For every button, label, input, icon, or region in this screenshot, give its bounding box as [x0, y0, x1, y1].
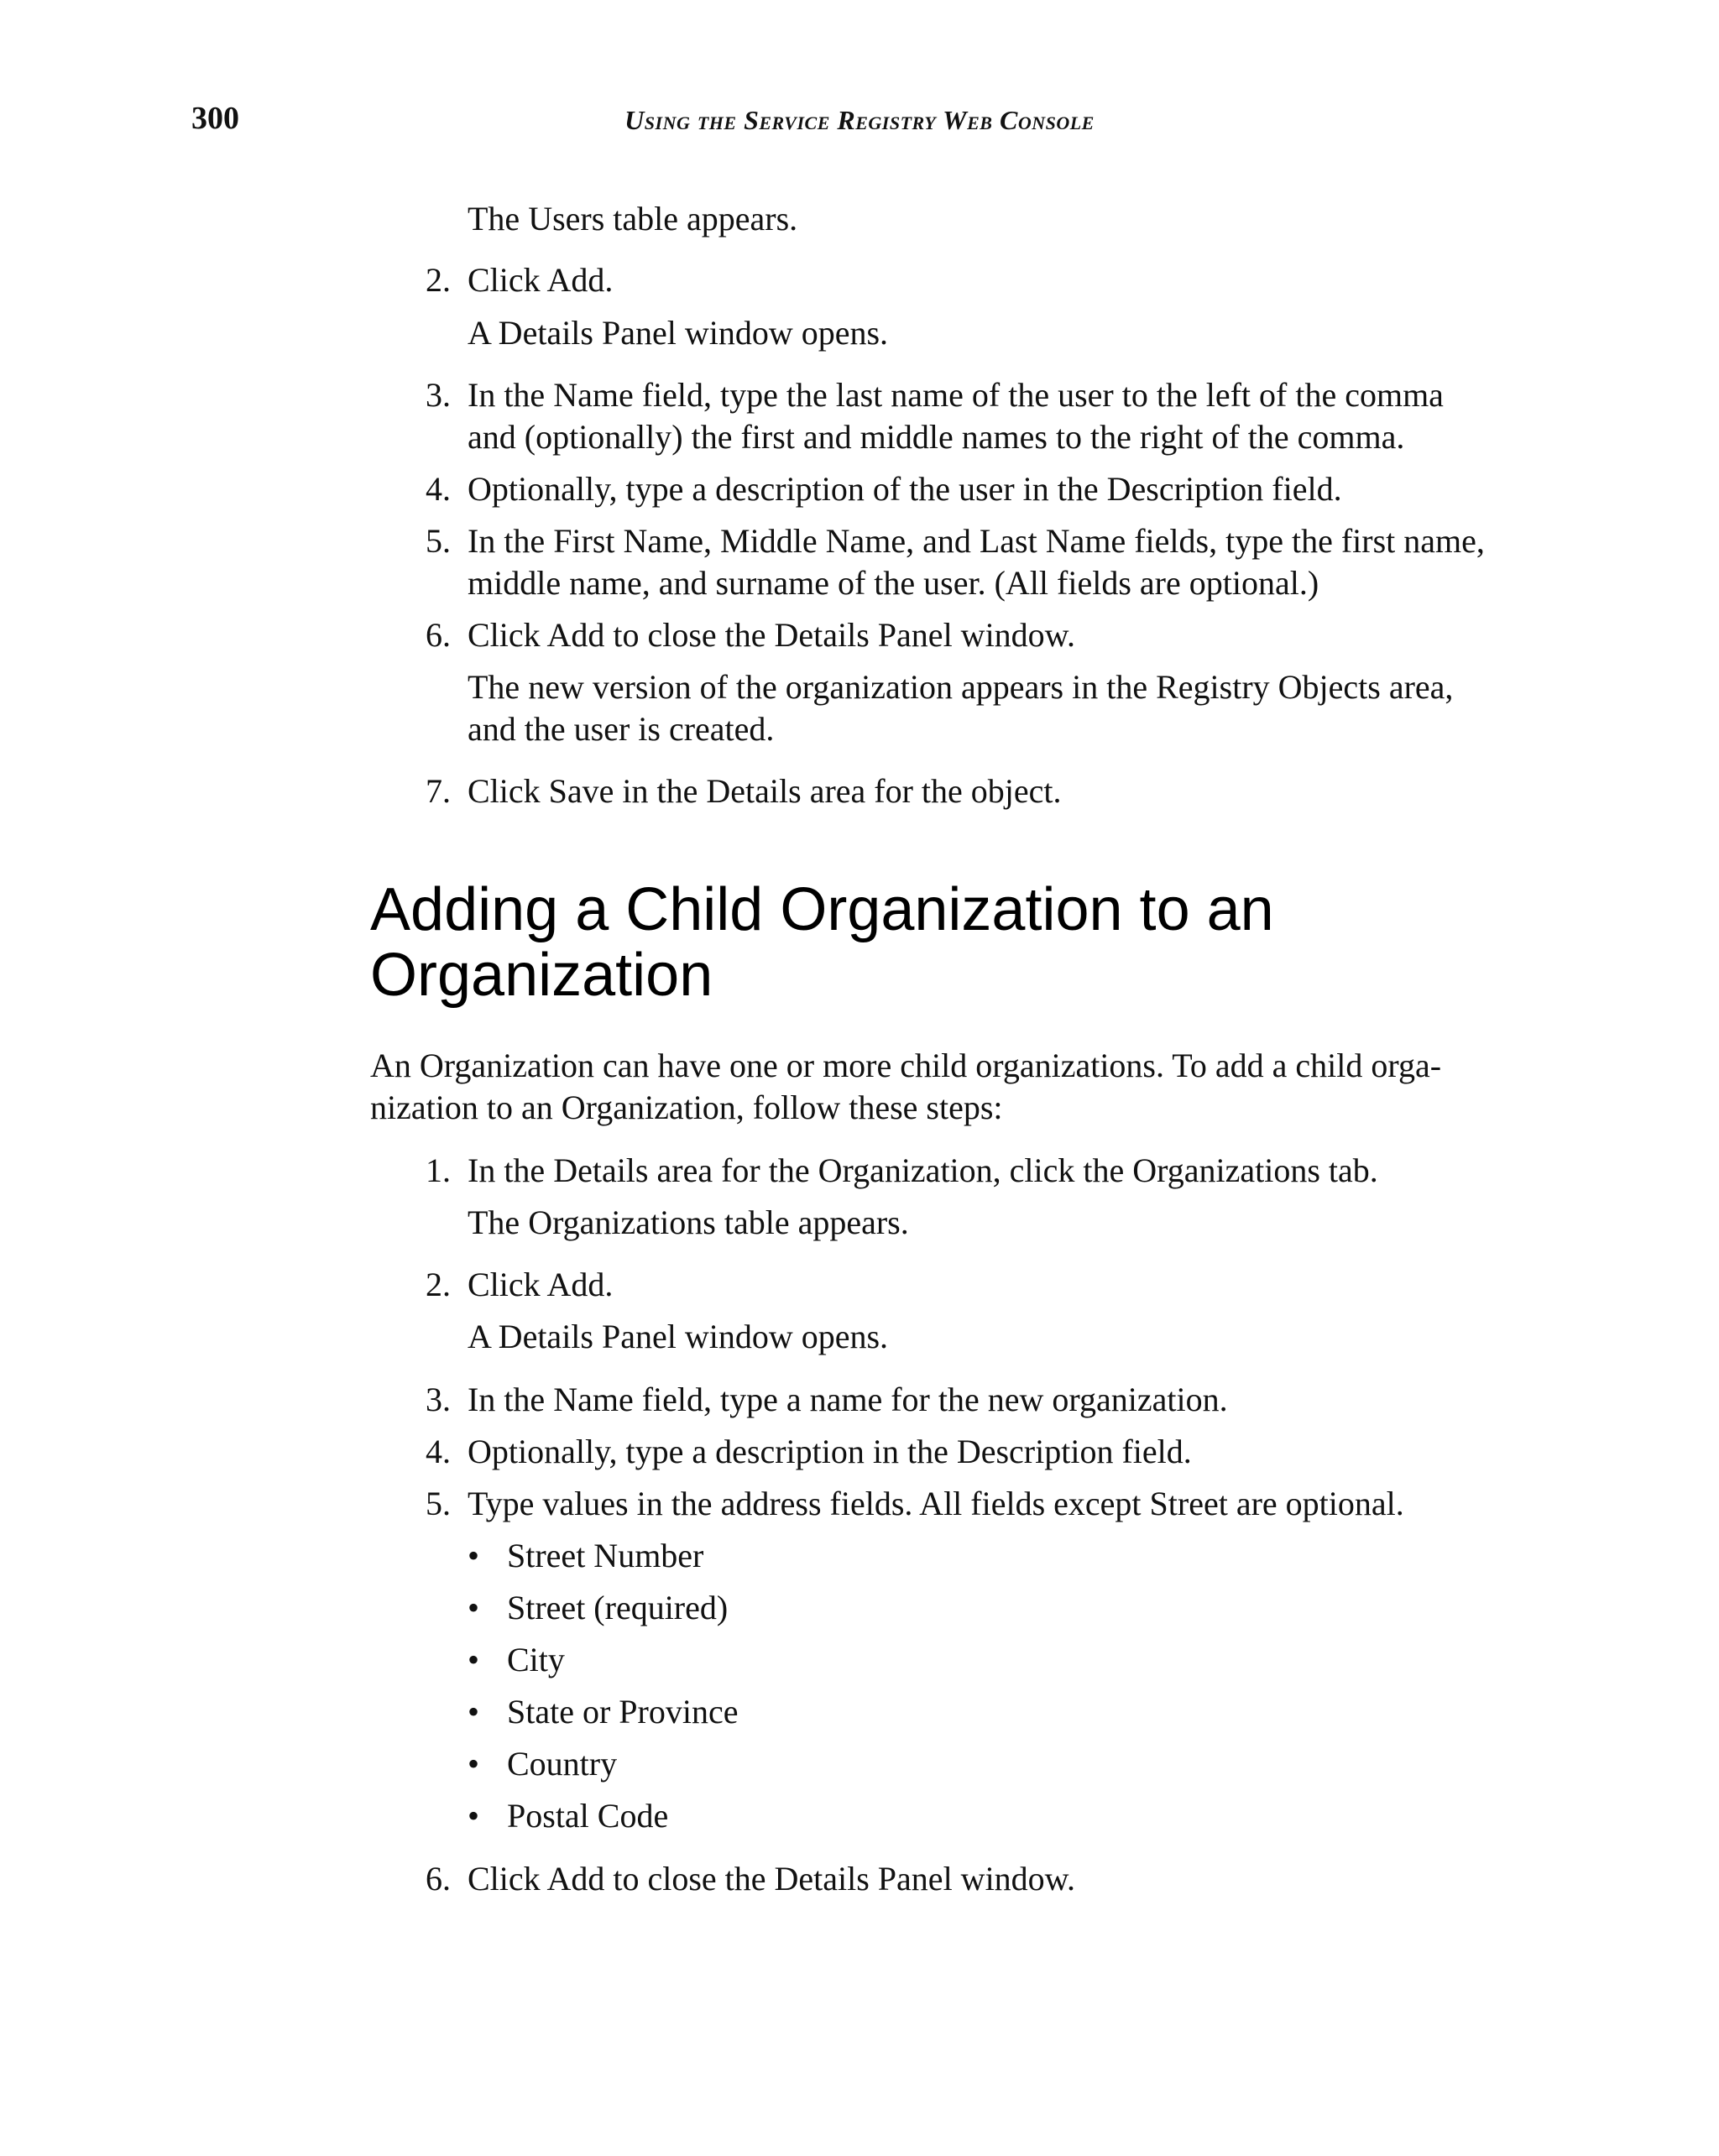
step-number: 2.	[426, 1266, 451, 1303]
page-number: 300	[191, 101, 239, 136]
section-intro-line2: nization to an Organization, follow these steps:	[370, 1088, 1003, 1126]
address-field-label: Street (required)	[507, 1589, 729, 1626]
step-6-result-line2: and the user is created.	[468, 710, 775, 748]
step-text: In the Details area for the Organization, click the Organizations tab.	[468, 1151, 1378, 1189]
step-4-description	[426, 468, 1342, 510]
step-number: 5.	[426, 1485, 451, 1522]
step-4-description	[426, 1431, 1192, 1473]
step-text: Click Add.	[468, 1266, 614, 1303]
step-7-click-save	[426, 770, 1062, 812]
address-field-label: Postal Code	[507, 1797, 669, 1835]
list-item	[468, 1535, 703, 1577]
bullet-icon: •	[468, 1693, 480, 1731]
step-number: 5.	[426, 522, 451, 560]
step-number: 6.	[426, 616, 451, 654]
step-3-name-field	[426, 1379, 1228, 1421]
running-header: Using the Service Registry Web Console	[624, 105, 1095, 135]
step-number: 4.	[426, 470, 451, 508]
list-item	[468, 1795, 668, 1837]
step-text: In the Name field, type the last name of the user to the left of the comma	[468, 376, 1444, 414]
bullet-icon: •	[468, 1641, 480, 1678]
section-heading-line1: Adding a Child Organization to an	[370, 876, 1274, 943]
step-text: In the First Name, Middle Name, and Last Name fields, type the first name,	[468, 522, 1485, 560]
step-number: 3.	[426, 1381, 451, 1418]
step-number: 2.	[426, 261, 451, 299]
bullet-icon: •	[468, 1745, 480, 1783]
step-6-click-add	[426, 614, 1075, 656]
bullet-icon: •	[468, 1537, 480, 1574]
step-1-organizations-tab	[426, 1150, 1378, 1192]
step-2-result: A Details Panel window opens.	[468, 1318, 889, 1355]
section-heading-line2: Organization	[370, 942, 713, 1009]
step-2-click-add	[426, 259, 613, 301]
list-item	[468, 1743, 617, 1785]
step-text: Click Save in the Details area for the object.	[468, 772, 1062, 810]
step-5-name-fields	[426, 520, 1485, 562]
step-3-continuation: and (optionally) the first and middle names to the right of the comma.	[468, 418, 1405, 456]
step-5-address-fields	[426, 1483, 1404, 1525]
step-text: Optionally, type a description in the Description field.	[468, 1433, 1192, 1470]
step-number: 1.	[426, 1151, 451, 1189]
section-heading	[370, 877, 1274, 1008]
address-field-label: Street Number	[507, 1537, 704, 1574]
step-text: Click Add to close the Details Panel window.	[468, 616, 1075, 654]
section-intro-line1: An Organization can have one or more child organizations. To add a child orga-	[370, 1047, 1442, 1084]
users-table-appears-text: The Users table appears.	[468, 200, 798, 238]
step-1-result: The Organizations table appears.	[468, 1203, 909, 1241]
step-text: Optionally, type a description of the user in the Description field.	[468, 470, 1342, 508]
step-number: 7.	[426, 772, 451, 810]
bullet-icon: •	[468, 1797, 480, 1835]
step-text: In the Name field, type a name for the new organization.	[468, 1381, 1228, 1418]
list-item	[468, 1691, 739, 1733]
step-text: Type values in the address fields. All fields except Street are optional.	[468, 1485, 1404, 1522]
step-6-click-add	[426, 1858, 1075, 1900]
address-field-label: Country	[507, 1745, 618, 1783]
step-2-click-add	[426, 1264, 613, 1306]
bullet-icon: •	[468, 1589, 480, 1626]
step-number: 4.	[426, 1433, 451, 1470]
address-field-label: City	[507, 1641, 565, 1678]
step-text: Click Add.	[468, 261, 614, 299]
step-6-result-line1: The new version of the organization appears in the Registry Objects area,	[468, 668, 1454, 706]
step-number: 6.	[426, 1860, 451, 1898]
step-3-name-field	[426, 374, 1444, 416]
address-field-label: State or Province	[507, 1693, 739, 1731]
step-text: Click Add to close the Details Panel window.	[468, 1860, 1075, 1898]
step-number: 3.	[426, 376, 451, 414]
step-2-result: A Details Panel window opens.	[468, 314, 889, 352]
list-item	[468, 1587, 728, 1629]
step-5-continuation: middle name, and surname of the user. (All fields are optional.)	[468, 564, 1319, 602]
list-item	[468, 1639, 565, 1681]
